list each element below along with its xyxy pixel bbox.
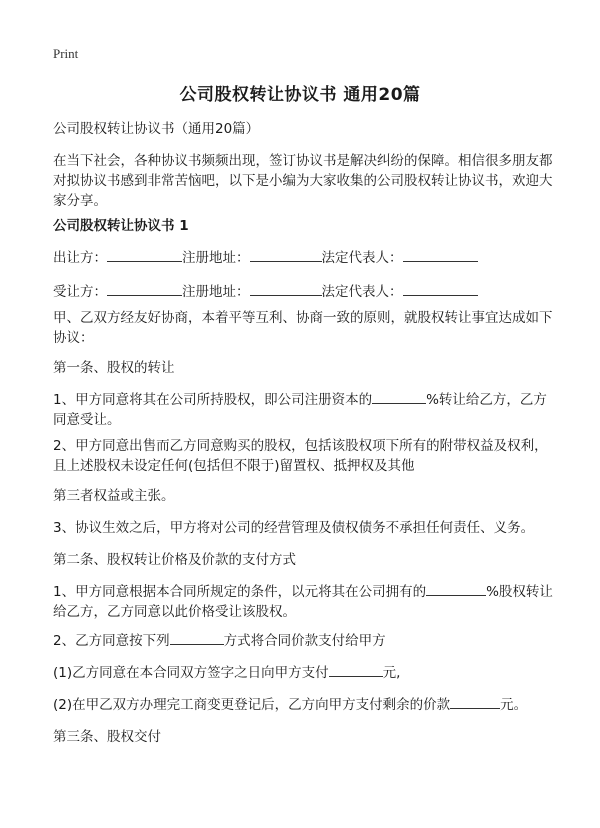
transferor-line: [53, 248, 553, 268]
remaining-payment-blank: [450, 695, 500, 709]
payment-item-2-text-a: (2)在甲乙双方办理完工商变更登记后，乙方向甲方支付剩余的价款: [53, 697, 451, 713]
first-payment-blank: [329, 663, 383, 677]
payment-item-1: [53, 663, 553, 683]
share-percent-blank: [372, 390, 426, 404]
transferee-line: [53, 282, 553, 302]
payment-item-1-text-a: (1)乙方同意在本合同双方签字之日向甲方支付: [53, 665, 329, 681]
payment-method-blank: [170, 631, 224, 645]
transferor-rep-blank: [403, 248, 478, 262]
transferee-address-blank: [250, 282, 322, 296]
article-1-heading: 第一条、股权的转让: [53, 360, 175, 376]
clause-1-1-text-b: %转让给乙方，乙方同意受让。: [53, 392, 547, 428]
payment-item-2-text-b: 元。: [500, 697, 528, 713]
transferee-rep-blank: [403, 282, 478, 296]
third-party-line: 第三者权益或主张。: [53, 488, 175, 504]
transfer-percent-blank: [426, 582, 486, 596]
intro-paragraph: 在当下社会，各种协议书频频出现，签订协议书是解决纠纷的保障。相信很多朋友都对拟协议书感到非常苦恼吧，以下是小编为大家收集的公司股权转让协议书，欢迎大家分享。: [53, 153, 553, 209]
clause-1-2: 2、甲方同意出售而乙方同意购买的股权，包括该股权项下所有的附带权益及权利，且上述股权未设定任何(包括但不限于)留置权、抵押权及其他: [53, 438, 548, 474]
print-link[interactable]: Print: [53, 46, 79, 61]
transferee-rep-label: 法定代表人：: [321, 284, 403, 300]
preamble-paragraph: 甲、乙双方经友好协商，本着平等互利、协商一致的原则，就股权转让事宜达成如下协议：: [53, 310, 553, 346]
clause-1-1: [53, 390, 553, 430]
clause-2-1-text-a: 1、甲方同意根据本合同所规定的条件，以元将其在公司拥有的: [53, 584, 427, 600]
transferee-address-label: 注册地址：: [182, 284, 250, 300]
clause-2-1: [53, 582, 553, 622]
clause-2-1-text-b: %股权转让给乙方，乙方同意以此价格受让该股权。: [53, 584, 553, 620]
clause-2-2: [53, 631, 553, 651]
transferor-label: 出让方：: [53, 250, 107, 266]
transferor-rep-label: 法定代表人：: [321, 250, 403, 266]
clause-1-3: 3、协议生效之后，甲方将对公司的经营管理及债权债务不承担任何责任、义务。: [53, 520, 535, 536]
transferee-label: 受让方：: [53, 284, 107, 300]
clause-2-2-text-b: 方式将合同价款支付给甲方: [223, 633, 386, 649]
payment-item-1-text-b: 元,: [382, 665, 401, 681]
section-heading-1: 公司股权转让协议书 1: [53, 218, 189, 234]
transferor-address-blank: [250, 248, 322, 262]
transferee-name-blank: [107, 282, 182, 296]
document-title: 公司股权转让协议书 通用20篇: [179, 85, 421, 105]
transferor-address-label: 注册地址：: [182, 250, 250, 266]
article-3-heading: 第三条、股权交付: [53, 729, 161, 745]
transferor-name-blank: [107, 248, 182, 262]
clause-1-1-text-a: 1、甲方同意将其在公司所持股权，即公司注册资本的: [53, 392, 373, 408]
article-2-heading: 第二条、股权转让价格及价款的支付方式: [53, 552, 296, 568]
clause-2-2-text-a: 2、乙方同意按下列: [53, 633, 170, 649]
subtitle: 公司股权转让协议书（通用20篇）: [53, 121, 260, 137]
payment-item-2: [53, 695, 553, 715]
